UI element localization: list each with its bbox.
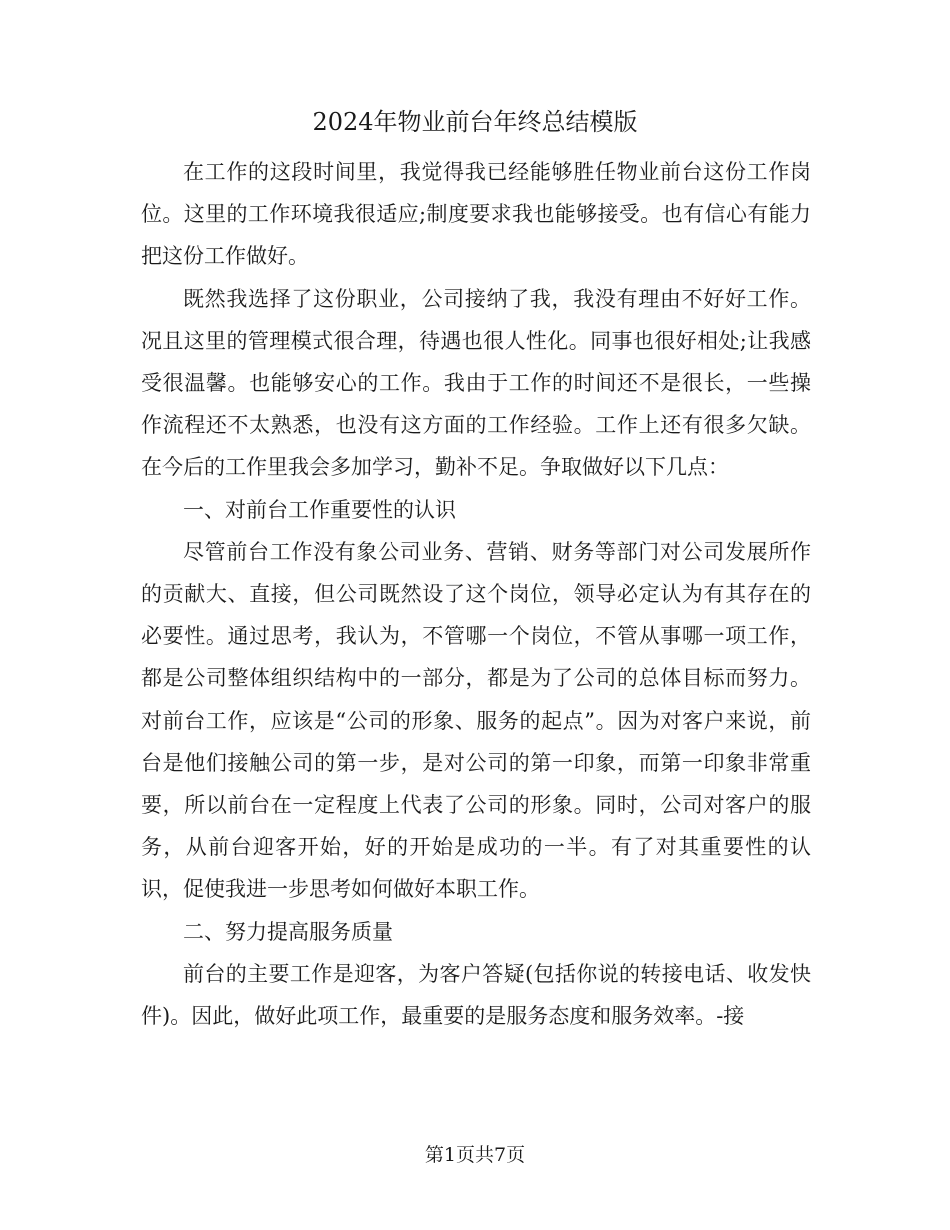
section-heading-1: 一、对前台工作重要性的认识 — [183, 497, 456, 522]
section-heading-2: 二、努力提高服务质量 — [183, 919, 393, 944]
paragraph-career: 既然我选择了这份职业，公司接纳了我，我没有理由不好好工作。况且这里的管理模式很合理，待遇也很人性化。同事也很好相处;让我感受很温馨。也能够安心的工作。我由于工作的时间还不是很长，一些操作流程还不太熟悉，也没有这方面的工作经验。工作上还有很多欠缺。在今后的工作里我会多加学习，勤补不足。争取做好以下几点： — [141, 286, 811, 480]
page-number: 第1页共7页 — [424, 1144, 526, 1166]
paragraph-service: 前台的主要工作是迎客，为客户答疑(包括你说的转接电话、收发快件)。因此，做好此项工作，最重要的是服务态度和服务效率。-接 — [141, 961, 811, 1029]
paragraph-intro: 在工作的这段时间里，我觉得我已经能够胜任物业前台这份工作岗位。这里的工作环境我很适应;制度要求我也能够接受。也有信心有能力把这份工作做好。 — [141, 160, 811, 269]
document-title: 2024年物业前台年终总结模版 — [312, 108, 638, 136]
document-body — [141, 151, 811, 1037]
paragraph-importance: 尽管前台工作没有象公司业务、营销、财务等部门对公司发展所作的贡献大、直接，但公司既然设了这个岗位，领导必定认为有其存在的必要性。通过思考，我认为，不管哪一个岗位，不管从事哪一项工作，都是公司整体组织结构中的一部分，都是为了公司的总体目标而努力。对前台工作，应该是“公司的形象、服务的起点”。因为对客户来说，前台是他们接触公司的第一步，是对公司的第一印象，而第一印象非常重要，所以前台在一定程度上代表了公司的形象。同时，公司对客户的服务，从前台迎客开始，好的开始是成功的一半。有了对其重要性的认识，促使我进一步思考如何做好本职工作。 — [141, 539, 811, 902]
